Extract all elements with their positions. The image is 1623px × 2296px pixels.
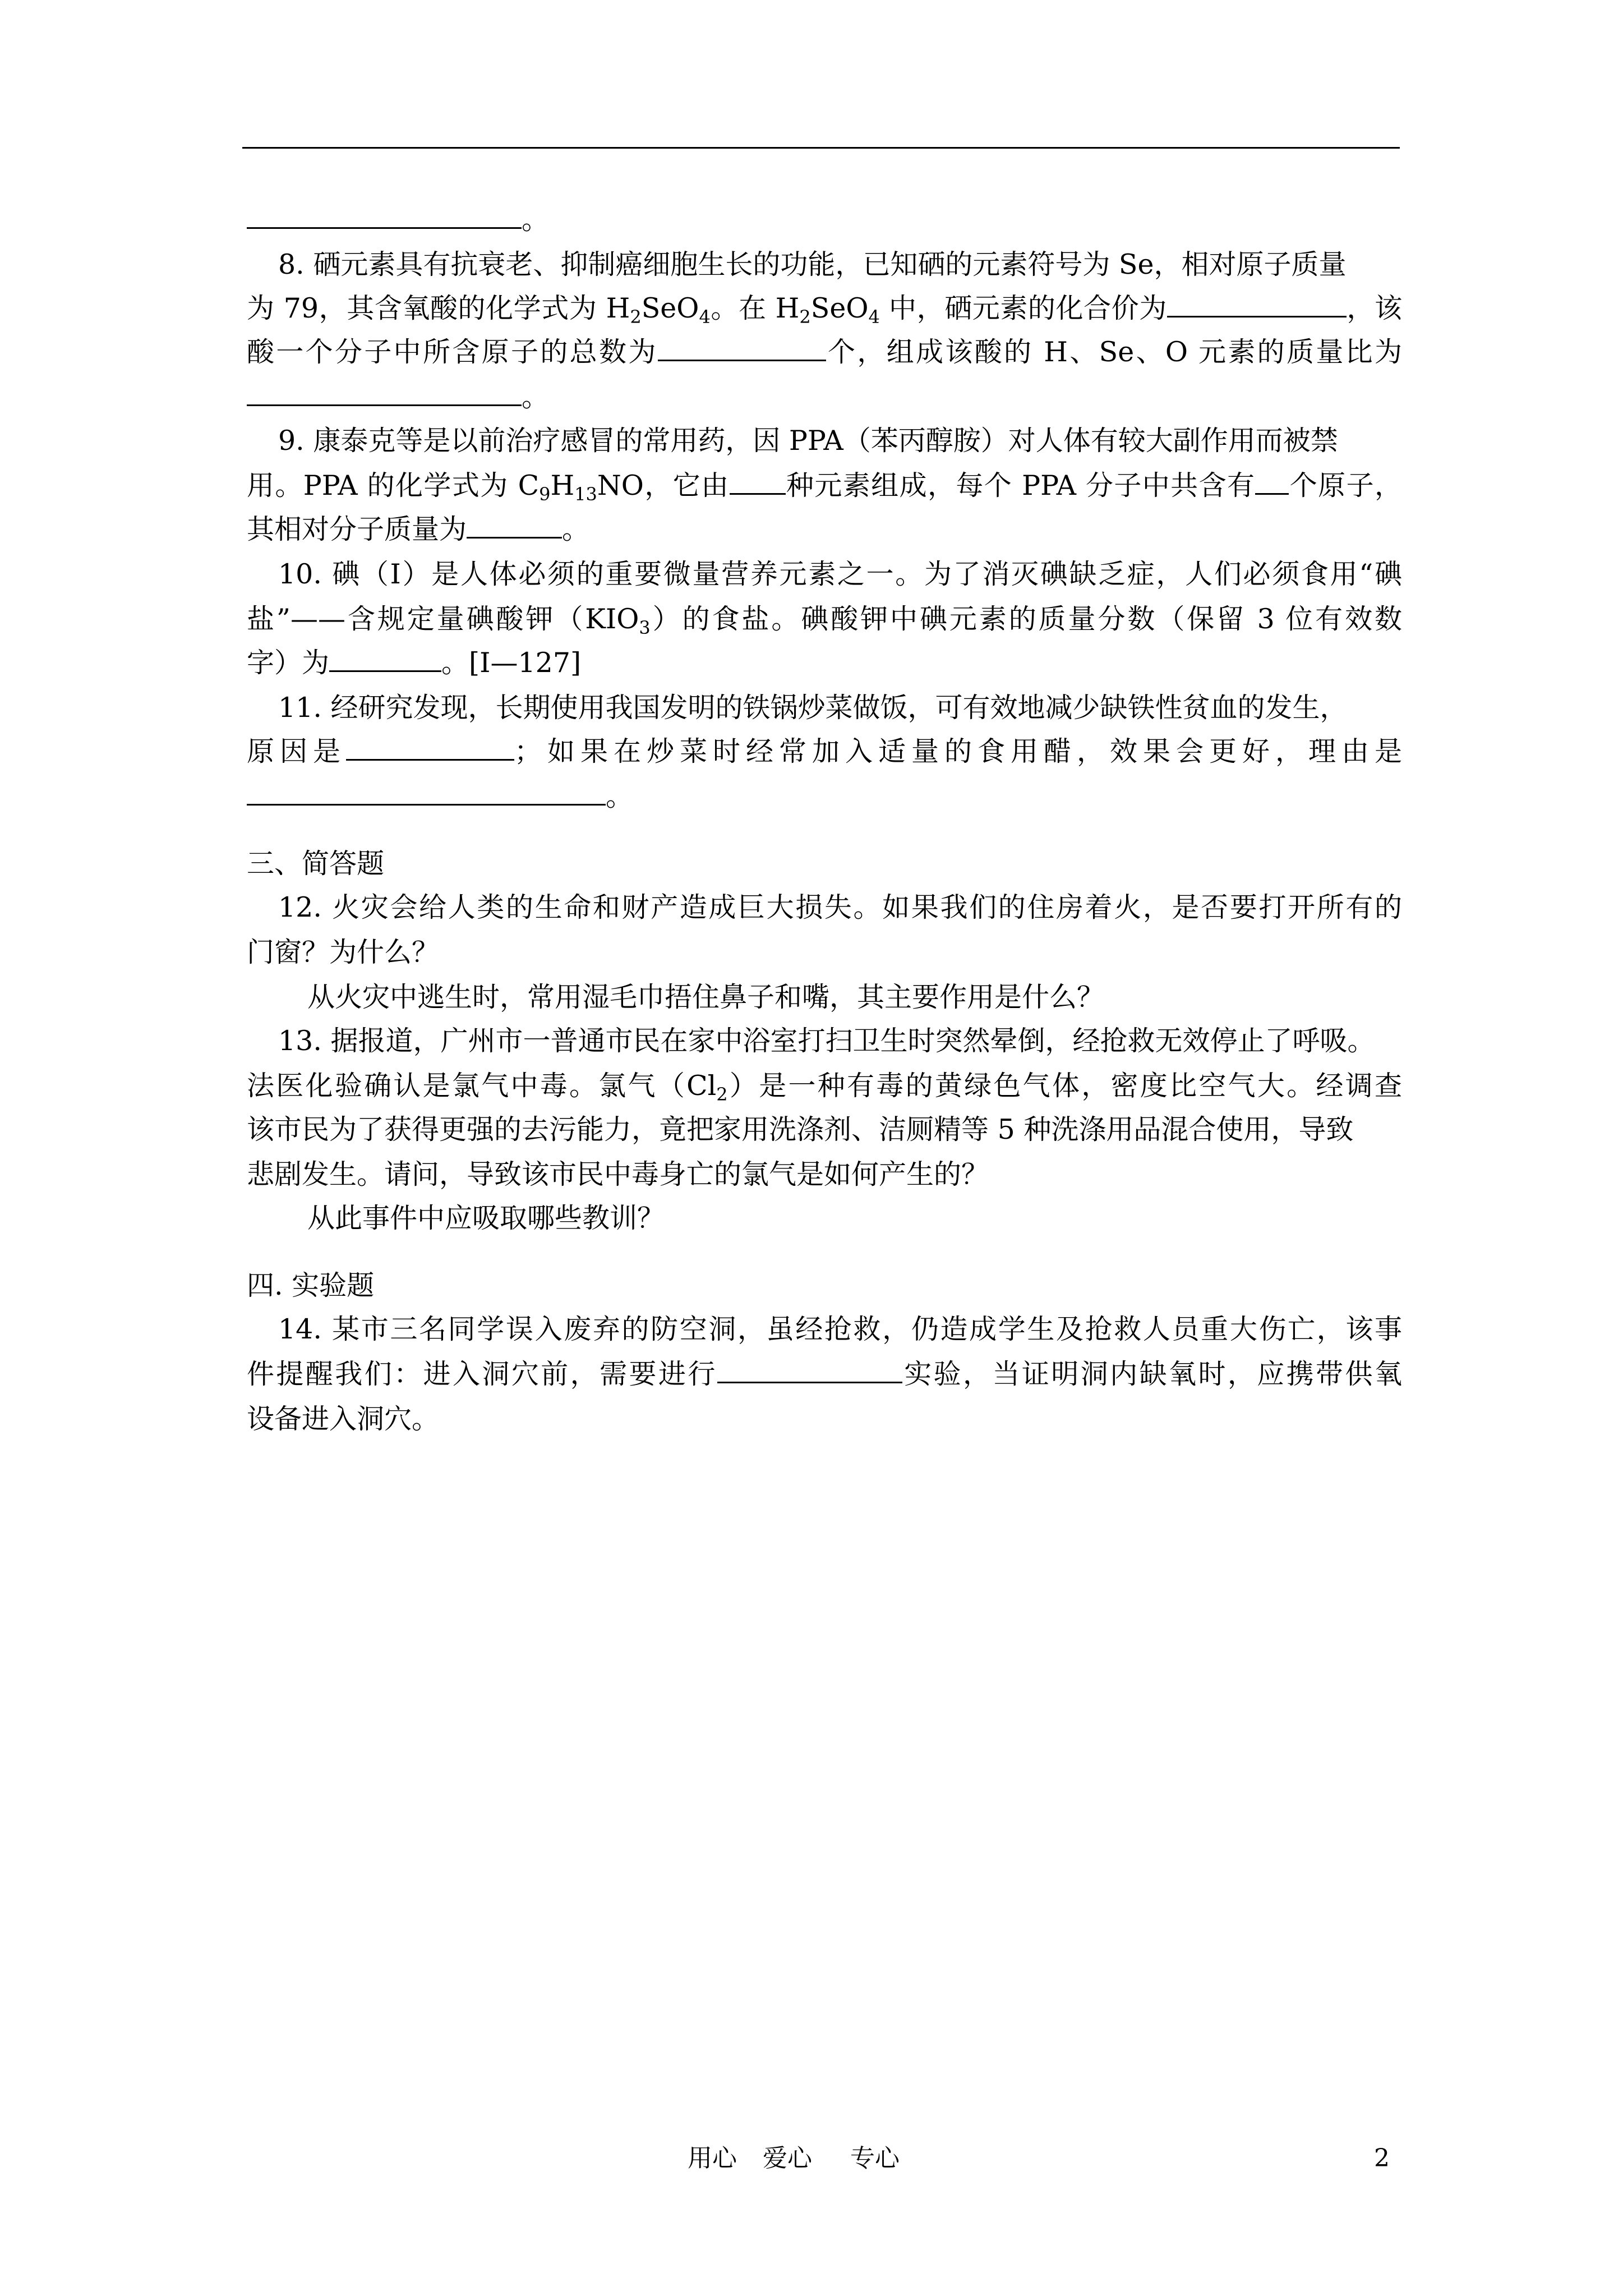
q14-line-3	[247, 1397, 1402, 1442]
q8-line-4	[247, 375, 1402, 420]
answer-blank[interactable]	[717, 1356, 902, 1383]
q14-line-1	[278, 1307, 1402, 1352]
text: 用。PPA 的化学式为 C	[247, 470, 540, 501]
q9-line-3	[247, 507, 1402, 552]
subscript: 4	[699, 306, 711, 328]
answer-blank[interactable]	[658, 334, 826, 361]
q10-line-1	[278, 552, 1402, 597]
punct: 。	[522, 204, 550, 236]
text: 三、简答题	[247, 848, 385, 880]
answer-blank[interactable]	[1167, 290, 1347, 318]
text: 种元素组成，每个 PPA 分子中共含有	[785, 470, 1256, 501]
q13-line-1	[278, 1019, 1402, 1064]
q12-line-3	[307, 975, 1401, 1020]
q7-answer-line	[247, 197, 1402, 242]
text: ）是一种有毒的黄绿色气体，密度比空气大。经调查	[727, 1070, 1402, 1102]
answer-blank[interactable]	[329, 645, 441, 672]
subscript: 13	[574, 484, 597, 505]
text: 个原子，	[1289, 470, 1402, 501]
text: NO，它由	[597, 470, 730, 501]
text: 。[I—127]	[441, 647, 582, 679]
q9-line-1	[278, 418, 1402, 463]
subscript: 3	[639, 617, 651, 638]
q8-line-3	[247, 330, 1402, 375]
text: SeO	[810, 292, 869, 324]
text: 法医化验确认是氯气中毒。氯气（Cl	[247, 1070, 717, 1102]
text: 门窗？为什么？	[247, 936, 440, 968]
answer-blank[interactable]	[247, 379, 522, 406]
q12-line-1	[278, 885, 1402, 930]
text: 字）为	[247, 647, 330, 679]
q11-line-3	[247, 774, 1402, 819]
q10-line-3	[247, 641, 1402, 685]
text: 从火灾中逃生时，常用湿毛巾捂住鼻子和嘴，其主要作用是什么？	[307, 981, 1105, 1013]
section-heading-4	[247, 1263, 1402, 1308]
text: 中，硒元素的化合价为	[879, 292, 1167, 324]
q14-line-2	[247, 1352, 1402, 1397]
subscript: 2	[716, 1084, 728, 1105]
page-number: 2	[1374, 2144, 1390, 2173]
text: SeO	[641, 292, 699, 324]
q12-line-2	[247, 930, 1402, 975]
text: 设备进入洞穴。	[247, 1403, 440, 1435]
text: 10. 碘（I）是人体必须的重要微量营养元素之一。为了消灭碘缺乏症，人们必须食用“碘	[278, 558, 1402, 590]
q8-line-1	[278, 242, 1402, 287]
text: ）的食盐。碘酸钾中碘元素的质量分数（保留 3 位有效数	[650, 603, 1403, 635]
q11-line-1	[278, 685, 1402, 730]
subscript: 4	[868, 306, 880, 328]
footer-motto-3: 专心	[850, 2144, 900, 2173]
q10-line-2	[247, 597, 1402, 642]
text: 12. 火灾会给人类的生命和财产造成巨大损失。如果我们的住房着火，是否要打开所有的	[278, 891, 1402, 923]
q8-line-2	[247, 286, 1402, 331]
subscript: 2	[630, 306, 642, 328]
punct: 。	[606, 780, 634, 812]
punct: 。	[522, 381, 550, 413]
q13-line-5	[307, 1196, 1401, 1241]
text: 14. 某市三名同学误入废弃的防空洞，虽经抢救，仍造成学生及抢救人员重大伤亡，该事	[278, 1313, 1402, 1345]
text: H	[550, 470, 575, 501]
footer-motto-1: 用心	[688, 2144, 737, 2173]
text: 酸一个分子中所含原子的总数为	[247, 336, 658, 368]
section-heading-3	[247, 841, 1402, 886]
text: 原因是	[247, 735, 346, 767]
text: 个，组成该酸的 H、Se、O 元素的质量比为	[826, 336, 1402, 368]
punct: 。	[562, 513, 590, 545]
subscript: 9	[539, 484, 551, 505]
q11-line-2	[247, 729, 1402, 774]
q9-line-2	[247, 463, 1402, 508]
answer-blank[interactable]	[346, 733, 514, 761]
q13-line-3	[247, 1107, 1402, 1152]
footer-motto-2: 爱心	[763, 2144, 812, 2173]
text: 11. 经研究发现，长期使用我国发明的铁锅炒菜做饭，可有效地减少缺铁性贫血的发生，	[278, 692, 1348, 724]
answer-blank[interactable]	[247, 778, 606, 806]
answer-blank[interactable]	[467, 511, 562, 539]
text: ；如果在炒菜时经常加入适量的食用醋，效果会更好，理由是	[514, 735, 1402, 767]
text: 8. 硒元素具有抗衰老、抑制癌细胞生长的功能，已知硒的元素符号为 Se，相对原子质量	[278, 249, 1347, 280]
answer-blank[interactable]	[1255, 467, 1289, 495]
q13-line-2	[247, 1064, 1402, 1108]
text: 其相对分子质量为	[247, 513, 467, 545]
answer-blank[interactable]	[247, 201, 522, 229]
subscript: 2	[799, 306, 811, 328]
text: 实验，当证明洞内缺氧时，应携带供氧	[902, 1358, 1402, 1390]
text: 该市民为了获得更强的去污能力，竟把家用洗涤剂、洁厕精等 5 种洗涤用品混合使用，导致	[247, 1114, 1354, 1145]
text: 。在 H	[710, 292, 800, 324]
text: 件提醒我们：进入洞穴前，需要进行	[247, 1358, 717, 1390]
text: 四. 实验题	[247, 1269, 375, 1301]
text: 9. 康泰克等是以前治疗感冒的常用药，因 PPA（苯丙醇胺）对人体有较大副作用而被禁	[278, 425, 1338, 457]
text: 盐”——含规定量碘酸钾（KIO	[247, 603, 639, 635]
text: 13. 据报道，广州市一普通市民在家中浴室打扫卫生时突然晕倒，经抢救无效停止了呼吸。	[278, 1025, 1375, 1057]
answer-blank[interactable]	[730, 467, 786, 495]
q13-line-4	[247, 1152, 1402, 1197]
text: ，该	[1346, 292, 1402, 324]
text: 从此事件中应吸取哪些教训？	[307, 1202, 665, 1234]
header-rule	[242, 147, 1400, 149]
text: 悲剧发生。请问，导致该市民中毒身亡的氯气是如何产生的？	[247, 1158, 989, 1190]
text: 为 79，其含氧酸的化学式为 H	[247, 292, 630, 324]
